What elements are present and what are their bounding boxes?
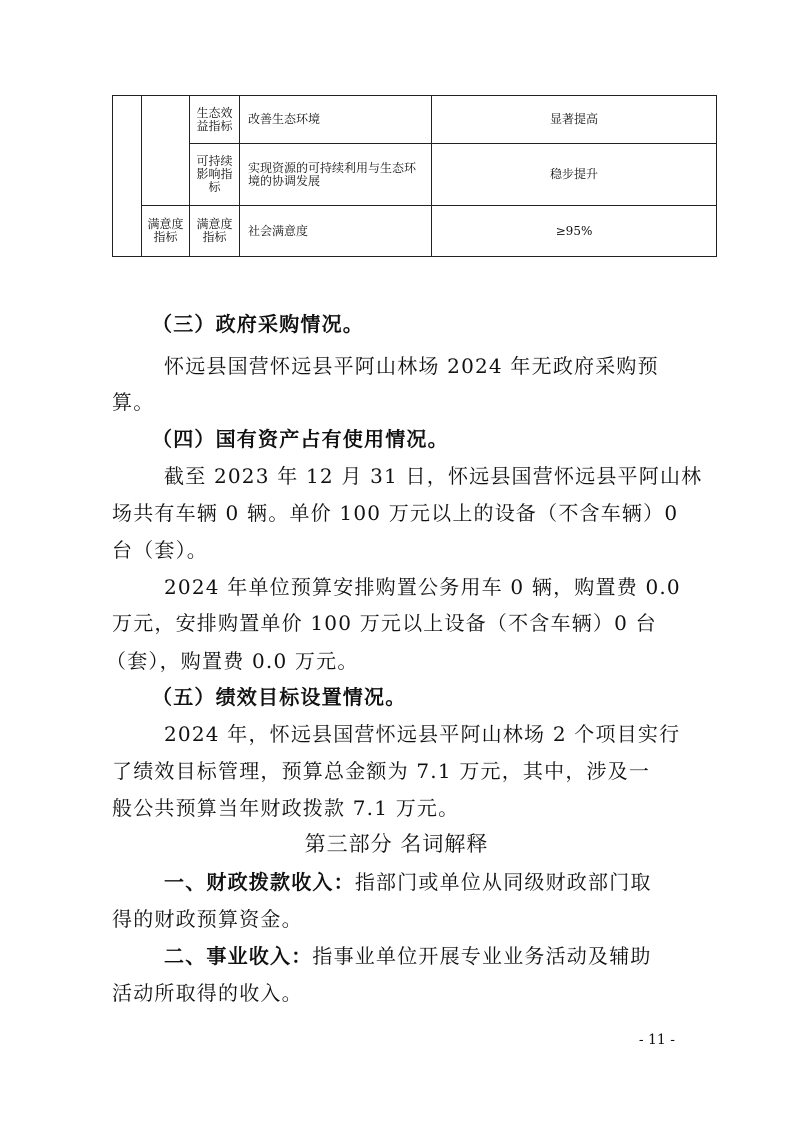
definition-line: 得的财政预算资金。 (112, 907, 303, 931)
section-heading-performance: （五）绩效目标设置情况。 (152, 685, 407, 709)
paragraph-line: 截至 2023 年 12 月 31 日，怀远县国营怀远县平阿山林 (164, 464, 703, 488)
indicator-content-cell: 改善生态环境 (240, 96, 432, 144)
definition-line (164, 940, 652, 969)
definition-term: 一、财政拨款收入： (164, 870, 355, 894)
paragraph-line: 怀远县国营怀远县平阿山林场 2024 年无政府采购预 (164, 354, 659, 378)
table-row (113, 96, 717, 144)
definition-line: 活动所取得的收入。 (112, 981, 303, 1005)
paragraph-line: 台（套）。 (112, 538, 208, 562)
definition-line (164, 866, 652, 895)
definition-term: 二、事业收入： (164, 944, 313, 968)
paragraph-line: 2024 年单位预算安排购置公务用车 0 辆，购置费 0.0 (164, 575, 681, 599)
definition-text: 指部门或单位从同级财政部门取 (354, 870, 652, 894)
paragraph-line: 了绩效目标管理，预算总金额为 7.1 万元，其中，涉及一 (112, 759, 651, 783)
performance-indicator-table (112, 95, 717, 257)
indicator-value-cell: ≥95% (432, 206, 717, 257)
part-title: 第三部分 名词解释 (304, 832, 489, 856)
definition-text: 指事业单位开展专业业务活动及辅助 (312, 944, 652, 968)
paragraph-line: 2024 年，怀远县国营怀远县平阿山林场 2 个项目实行 (164, 722, 681, 746)
indicator-value-cell: 显著提高 (432, 96, 717, 144)
paragraph-line: 般公共预算当年财政拨款 7.1 万元。 (112, 796, 460, 820)
indicator-content-cell: 实现资源的可持续利用与生态环境的协调发展 (240, 144, 432, 206)
indicator-content-cell: 社会满意度 (240, 206, 432, 257)
table-cell-empty (113, 96, 142, 257)
section-heading-procurement: （三）政府采购情况。 (152, 312, 364, 336)
paragraph-line: 万元，安排购置单价 100 万元以上设备（不含车辆）0 台 (112, 611, 657, 635)
indicator-type-cell: 可持续影响指标 (190, 144, 240, 206)
page-number: - 11 - (638, 1032, 675, 1048)
table-row (113, 144, 717, 206)
paragraph-line: 算。 (112, 390, 155, 414)
table-row (113, 206, 717, 257)
indicator-category-cell: 满意度指标 (142, 206, 190, 257)
section-heading-assets: （四）国有资产占有使用情况。 (152, 427, 449, 451)
table-cell-empty (142, 96, 190, 206)
paragraph-line: 场共有车辆 0 辆。单价 100 万元以上的设备（不含车辆）0 (112, 501, 679, 525)
indicator-type-cell: 生态效益指标 (190, 96, 240, 144)
paragraph-line: （套），购置费 0.0 万元。 (106, 649, 359, 673)
indicator-type-cell: 满意度指标 (190, 206, 240, 257)
indicator-value-cell: 稳步提升 (432, 144, 717, 206)
